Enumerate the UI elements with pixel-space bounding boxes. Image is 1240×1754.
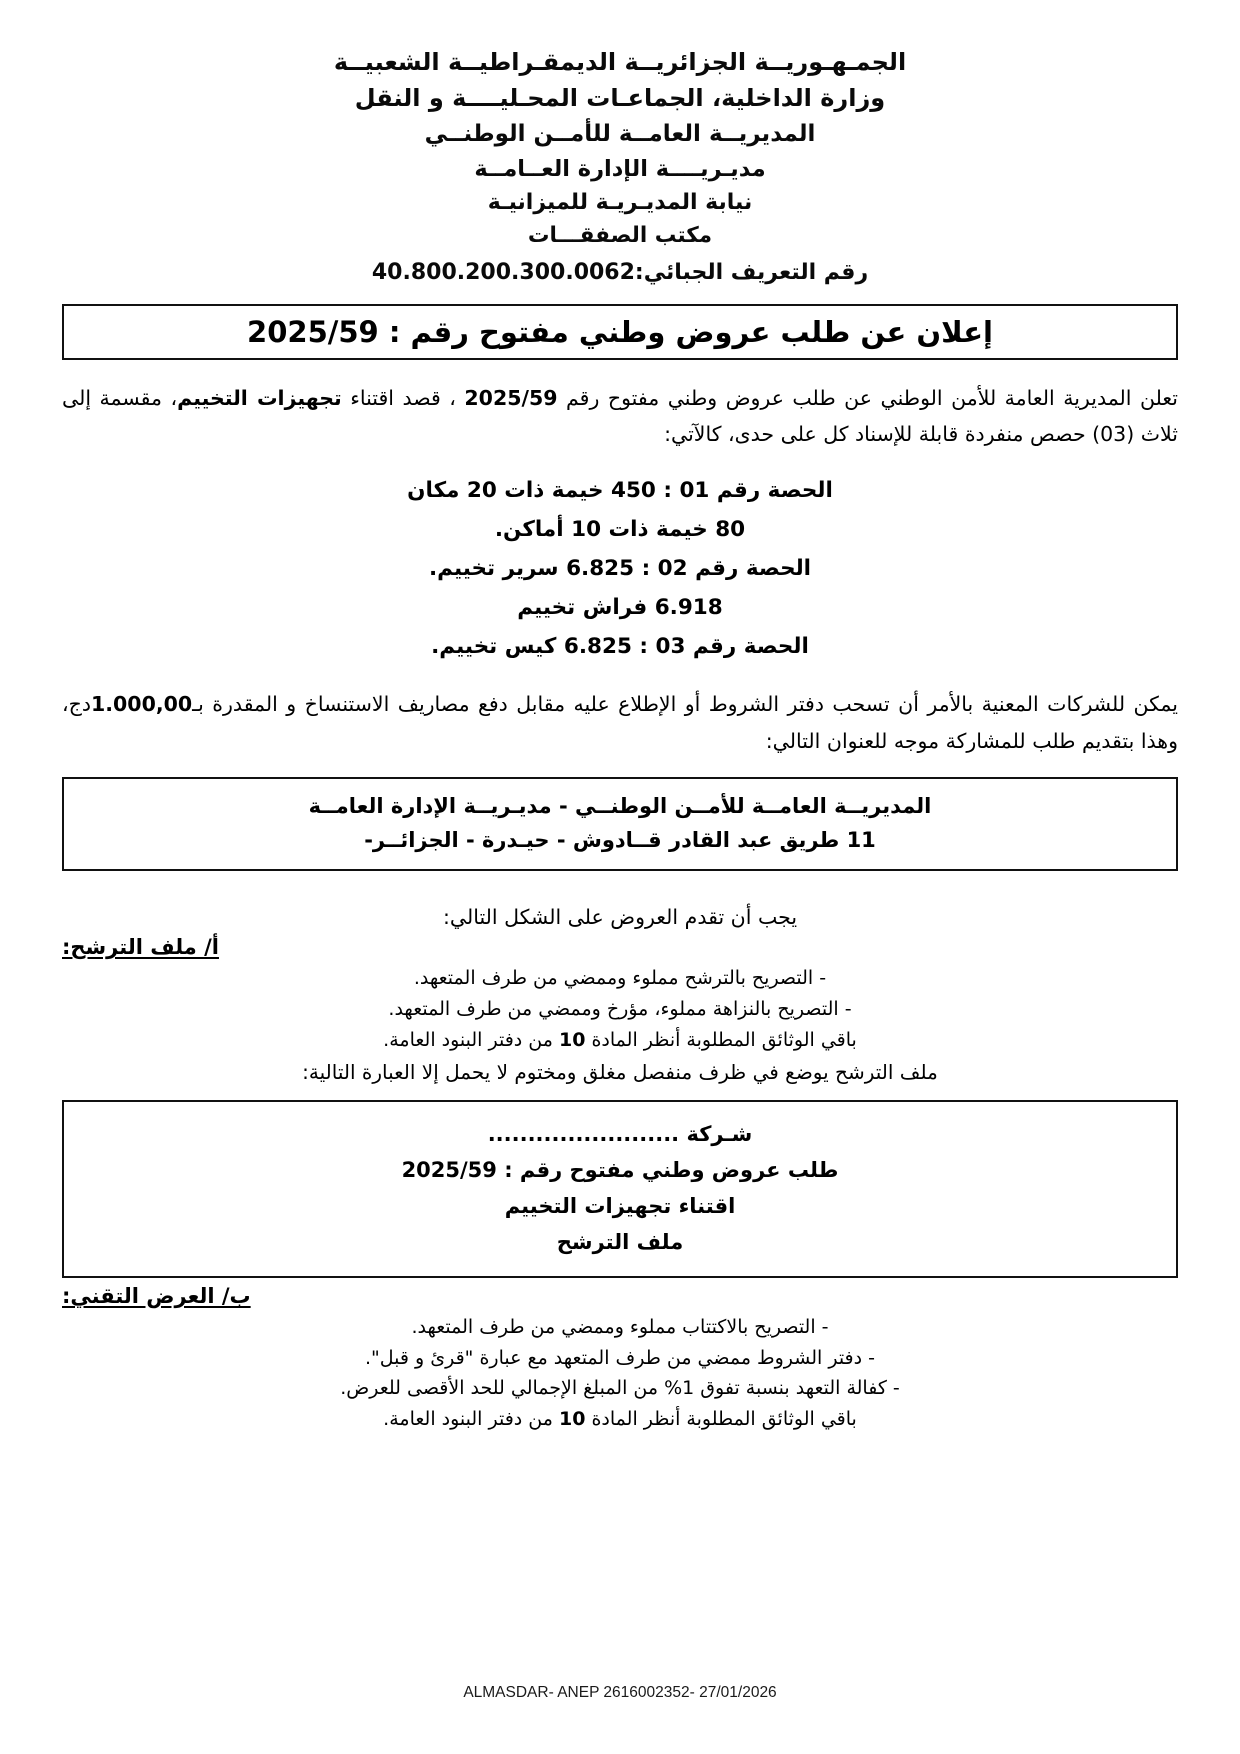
lot-01-line-1: الحصة رقم 01 : 450 خيمة ذات 20 مكان — [407, 477, 833, 503]
envelope-tender-line: طلب عروض وطني مفتوح رقم : 2025/59 — [401, 1157, 839, 1182]
letterhead-line-ministry: وزارة الداخلية، الجماعـات المحـليــــة و النقل — [354, 84, 886, 113]
section-b-bullet-3: - كفالة التعهد بنسبة تفوق 1% من المبلغ الإجمالي للحد الأقصى للعرض. — [340, 1377, 900, 1400]
section-a-note-text-a: باقي الوثائق المطلوبة أنظر المادة — [585, 1028, 857, 1051]
letterhead-line-budget: نيابة المديـريـة للميزانيـة — [487, 190, 753, 216]
intro-text-a: تعلن المديرية العامة للأمن الوطني عن طلب عروض وطني مفتوح رقم — [557, 385, 1178, 410]
envelope-file-line: ملف الترشح — [556, 1229, 684, 1254]
lot-02-line-2: 6.918 فراش تخييم — [517, 594, 723, 620]
envelope-subject-line: اقتناء تجهيزات التخييم — [504, 1193, 736, 1218]
section-a-note-text-b: من دفتر البنود العامة. — [383, 1028, 559, 1051]
envelope-company-line: شـركة ........................ — [487, 1121, 753, 1146]
document-body — [62, 380, 1178, 760]
withdrawal-paragraph — [62, 686, 1178, 759]
announcement-title-box — [62, 304, 1178, 360]
section-a-label: أ/ ملف الترشح: — [62, 935, 219, 960]
letterhead-line-contracts-office: مكتب الصفقـــات — [527, 222, 713, 248]
address-box — [62, 777, 1178, 871]
section-b-note-text-b: من دفتر البنود العامة. — [383, 1408, 559, 1431]
section-a-note — [62, 1025, 1178, 1056]
intro-text-b: ، قصد اقتناء — [341, 385, 465, 410]
section-a-bullet-1: - التصريح بالترشح مملوء وممضي من طرف المتعهد. — [413, 967, 827, 990]
section-b-label: ب/ العرض التقني: — [62, 1283, 251, 1308]
section-a-heading — [62, 935, 1178, 959]
lot-02-line-1: الحصة رقم 02 : 6.825 سرير تخييم. — [428, 555, 812, 581]
section-a-bullets — [62, 963, 1178, 1055]
section-b-heading — [62, 1284, 1178, 1308]
section-a-note-article: 10 — [558, 1028, 586, 1051]
letterhead-line-administration: مديـريــــة الإدارة العــامــة — [474, 155, 766, 182]
envelope-label-box — [62, 1100, 1178, 1278]
intro-subject-bold: تجهيزات التخييم — [177, 385, 342, 410]
section-b-note-article: 10 — [558, 1408, 586, 1431]
letterhead-line-directorate: المديريــة العامــة للأمــن الوطنــي — [424, 120, 816, 147]
page-title: إعلان عن طلب عروض وطني مفتوح رقم : 2025/59 — [247, 314, 993, 349]
section-a-bullet-2: - التصريح بالنزاهة مملوء، مؤرخ وممضي من طرف المتعهد. — [388, 997, 852, 1020]
envelope-instruction-note: ملف الترشح يوضع في ظرف منفصل مغلق ومختوم لا يحمل إلا العبارة التالية: — [302, 1059, 938, 1084]
withdrawal-text-a: يمكن للشركات المعنية بالأمر أن تسحب دفتر الشروط أو الإطلاع عليه مقابل دفع مصاريف الاستنساخ و المقدرة بـ — [192, 692, 1178, 717]
lot-03-line-1: الحصة رقم 03 : 6.825 كيس تخييم. — [431, 634, 809, 660]
section-b-note-text-a: باقي الوثائق المطلوبة أنظر المادة — [585, 1408, 857, 1431]
letterhead-line-republic: الجمـهـوريــة الجزائريــة الديمقـراطيــة الشعبيــة — [333, 48, 907, 76]
offers-section — [62, 905, 1178, 1083]
section-b-note — [62, 1404, 1178, 1435]
address-line-1: المديريــة العامــة للأمــن الوطنــي - مديـريــة الإدارة العامــة — [308, 794, 932, 819]
offers-intro-note: يجب أن تقدم العروض على الشكل التالي: — [442, 905, 798, 930]
intro-paragraph — [62, 380, 1178, 453]
footer-reference: ALMASDAR- ANEP 2616002352- 27/01/2026 — [463, 1684, 777, 1701]
section-b-bullet-1: - التصريح بالاكتتاب مملوء وممضي من طرف المتعهد. — [411, 1315, 829, 1338]
letterhead — [0, 44, 1240, 290]
tax-identification-number: رقم التعريف الجبائي:40.800.200.300.0062 — [371, 260, 869, 286]
withdrawal-fee-amount: 1.000,00 — [90, 692, 193, 717]
intro-tender-reference: 2025/59 — [464, 385, 558, 410]
address-line-2: 11 طريق عبد القادر قــادوش - حيـدرة - الجزائــر- — [364, 828, 876, 853]
lot-01-line-2: 80 خيمة ذات 10 أماكن. — [494, 516, 746, 542]
section-b-bullet-2: - دفتر الشروط ممضي من طرف المتعهد مع عبارة "قرئ و قبل". — [364, 1346, 875, 1369]
section-b-bullets — [62, 1312, 1178, 1435]
intro-text-c: ، مقسمة إلى ثلاث (03) حصص منفردة قابلة للإسناد كل على حدى، كالآتي: — [62, 385, 1178, 447]
technical-section — [62, 1284, 1178, 1435]
lots-list — [62, 471, 1178, 667]
withdrawal-text-b: دج، وهذا بتقديم طلب للمشاركة موجه للعنوان التالي: — [62, 692, 1178, 753]
